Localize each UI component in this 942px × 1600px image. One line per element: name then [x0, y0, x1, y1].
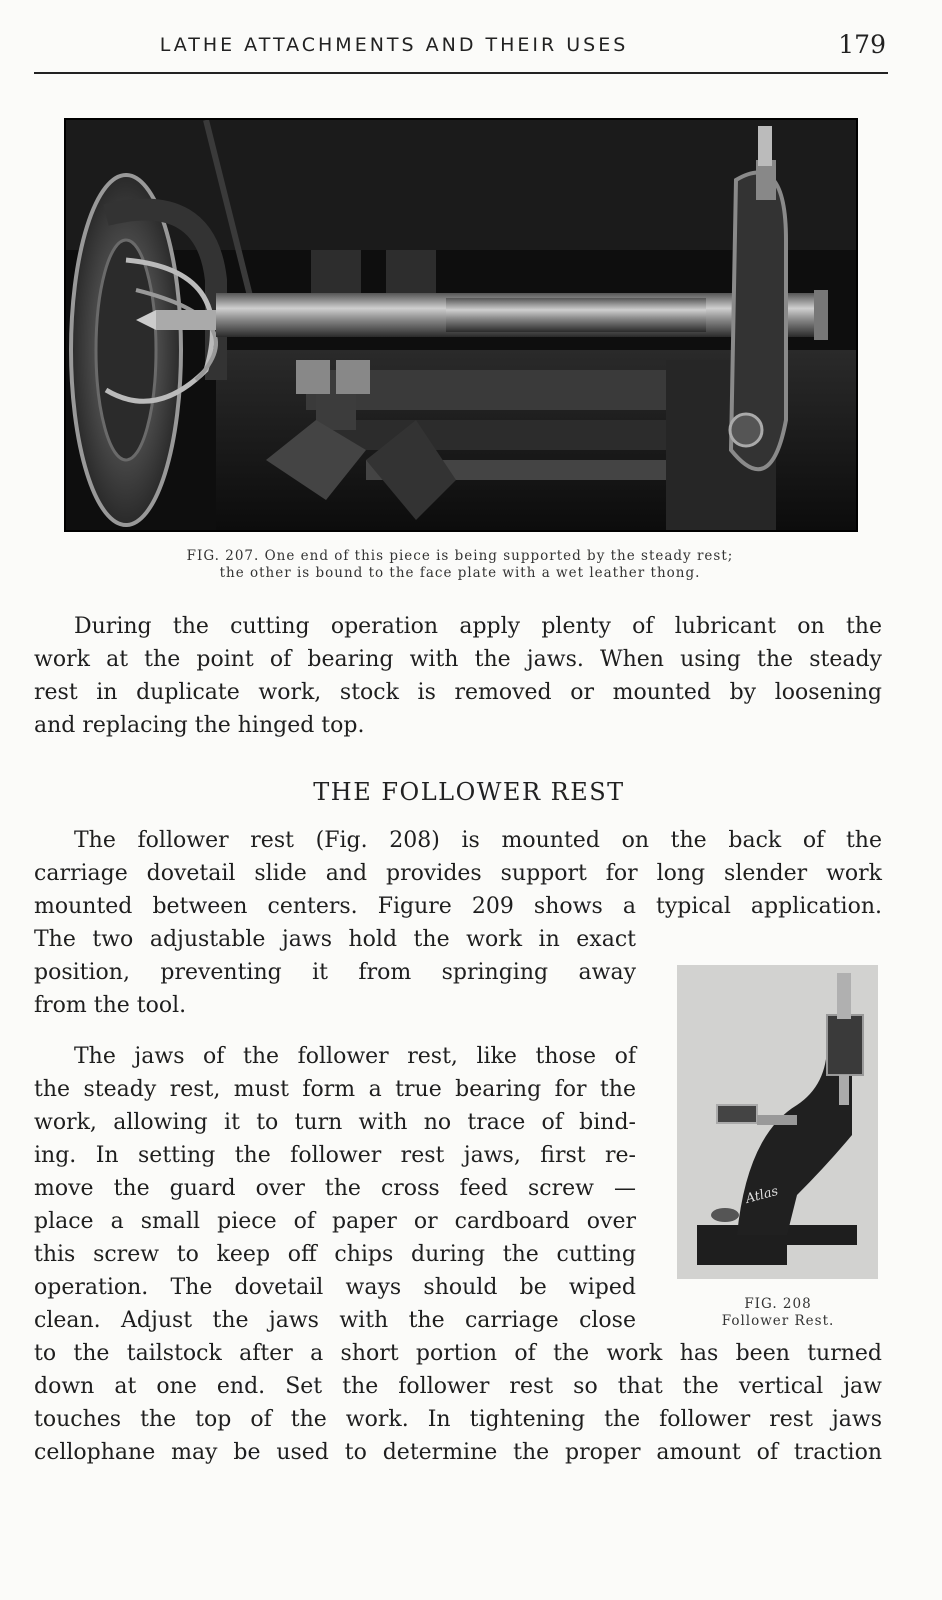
page-header: [34, 28, 888, 74]
lathe-steady-rest-illustration: [66, 120, 856, 530]
figure-208-caption-line: Follower Rest.: [721, 1313, 835, 1329]
text-line: place a small piece of paper or cardboard over: [34, 1209, 636, 1234]
figure-208-caption-line: FIG. 208: [744, 1296, 812, 1312]
text-line: operation. The dovetail ways should be wiped: [34, 1275, 636, 1300]
text-line: from the tool.: [34, 993, 187, 1018]
figure-208-photo: [677, 965, 878, 1279]
paragraph-lubricant: [34, 610, 882, 742]
section-heading: THE FOLLOWER REST: [313, 778, 625, 806]
follower-rest-illustration: [677, 965, 878, 1279]
figure-207-photo: [64, 118, 858, 532]
text-line: cellophane may be used to determine the proper amount of traction: [34, 1440, 882, 1465]
text-line: and replacing the hinged top.: [34, 713, 365, 738]
figure-207-caption-line: FIG. 207. One end of this piece is being supported by the steady rest;: [186, 548, 734, 564]
text-line: mounted between centers. Figure 209 shows a typical application.: [34, 894, 882, 919]
text-line: rest in duplicate work, stock is removed or mounted by loosening: [34, 680, 882, 705]
text-line: down at one end. Set the follower rest so that the vertical jaw: [34, 1374, 882, 1399]
text-line: carriage dovetail slide and provides support for long slender work: [34, 861, 882, 886]
text-line: work at the point of bearing with the jaws. When using the steady: [34, 647, 882, 672]
text-line: this screw to keep off chips during the cutting: [34, 1242, 636, 1267]
figure-208-caption: [678, 1296, 878, 1330]
text-line: touches the top of the work. In tightening the follower rest jaws: [34, 1407, 882, 1432]
text-line: The follower rest (Fig. 208) is mounted on the back of the: [74, 828, 882, 853]
figure-207-caption: [100, 548, 820, 582]
text-line: ing. In setting the follower rest jaws, first re-: [34, 1143, 636, 1168]
running-title: LATHE ATTACHMENTS AND THEIR USES: [159, 34, 629, 56]
figure-207-caption-line: the other is bound to the face plate with a wet leather thong.: [219, 565, 701, 581]
text-line: position, preventing it from springing away: [34, 960, 636, 985]
text-line: During the cutting operation apply plenty of lubricant on the: [74, 614, 882, 639]
page-number: 179: [838, 30, 886, 59]
text-line: work, allowing it to turn with no trace of bind-: [34, 1110, 636, 1135]
text-line: The two adjustable jaws hold the work in exact: [34, 927, 636, 952]
atlas-logo: Atlas: [744, 1183, 780, 1207]
text-line: the steady rest, must form a true bearing for the: [34, 1077, 636, 1102]
text-line: to the tailstock after a short portion of the work has been turned: [34, 1341, 882, 1366]
text-line: The jaws of the follower rest, like those of: [74, 1044, 636, 1069]
text-line: clean. Adjust the jaws with the carriage close: [34, 1308, 636, 1333]
text-line: move the guard over the cross feed screw —: [34, 1176, 636, 1201]
